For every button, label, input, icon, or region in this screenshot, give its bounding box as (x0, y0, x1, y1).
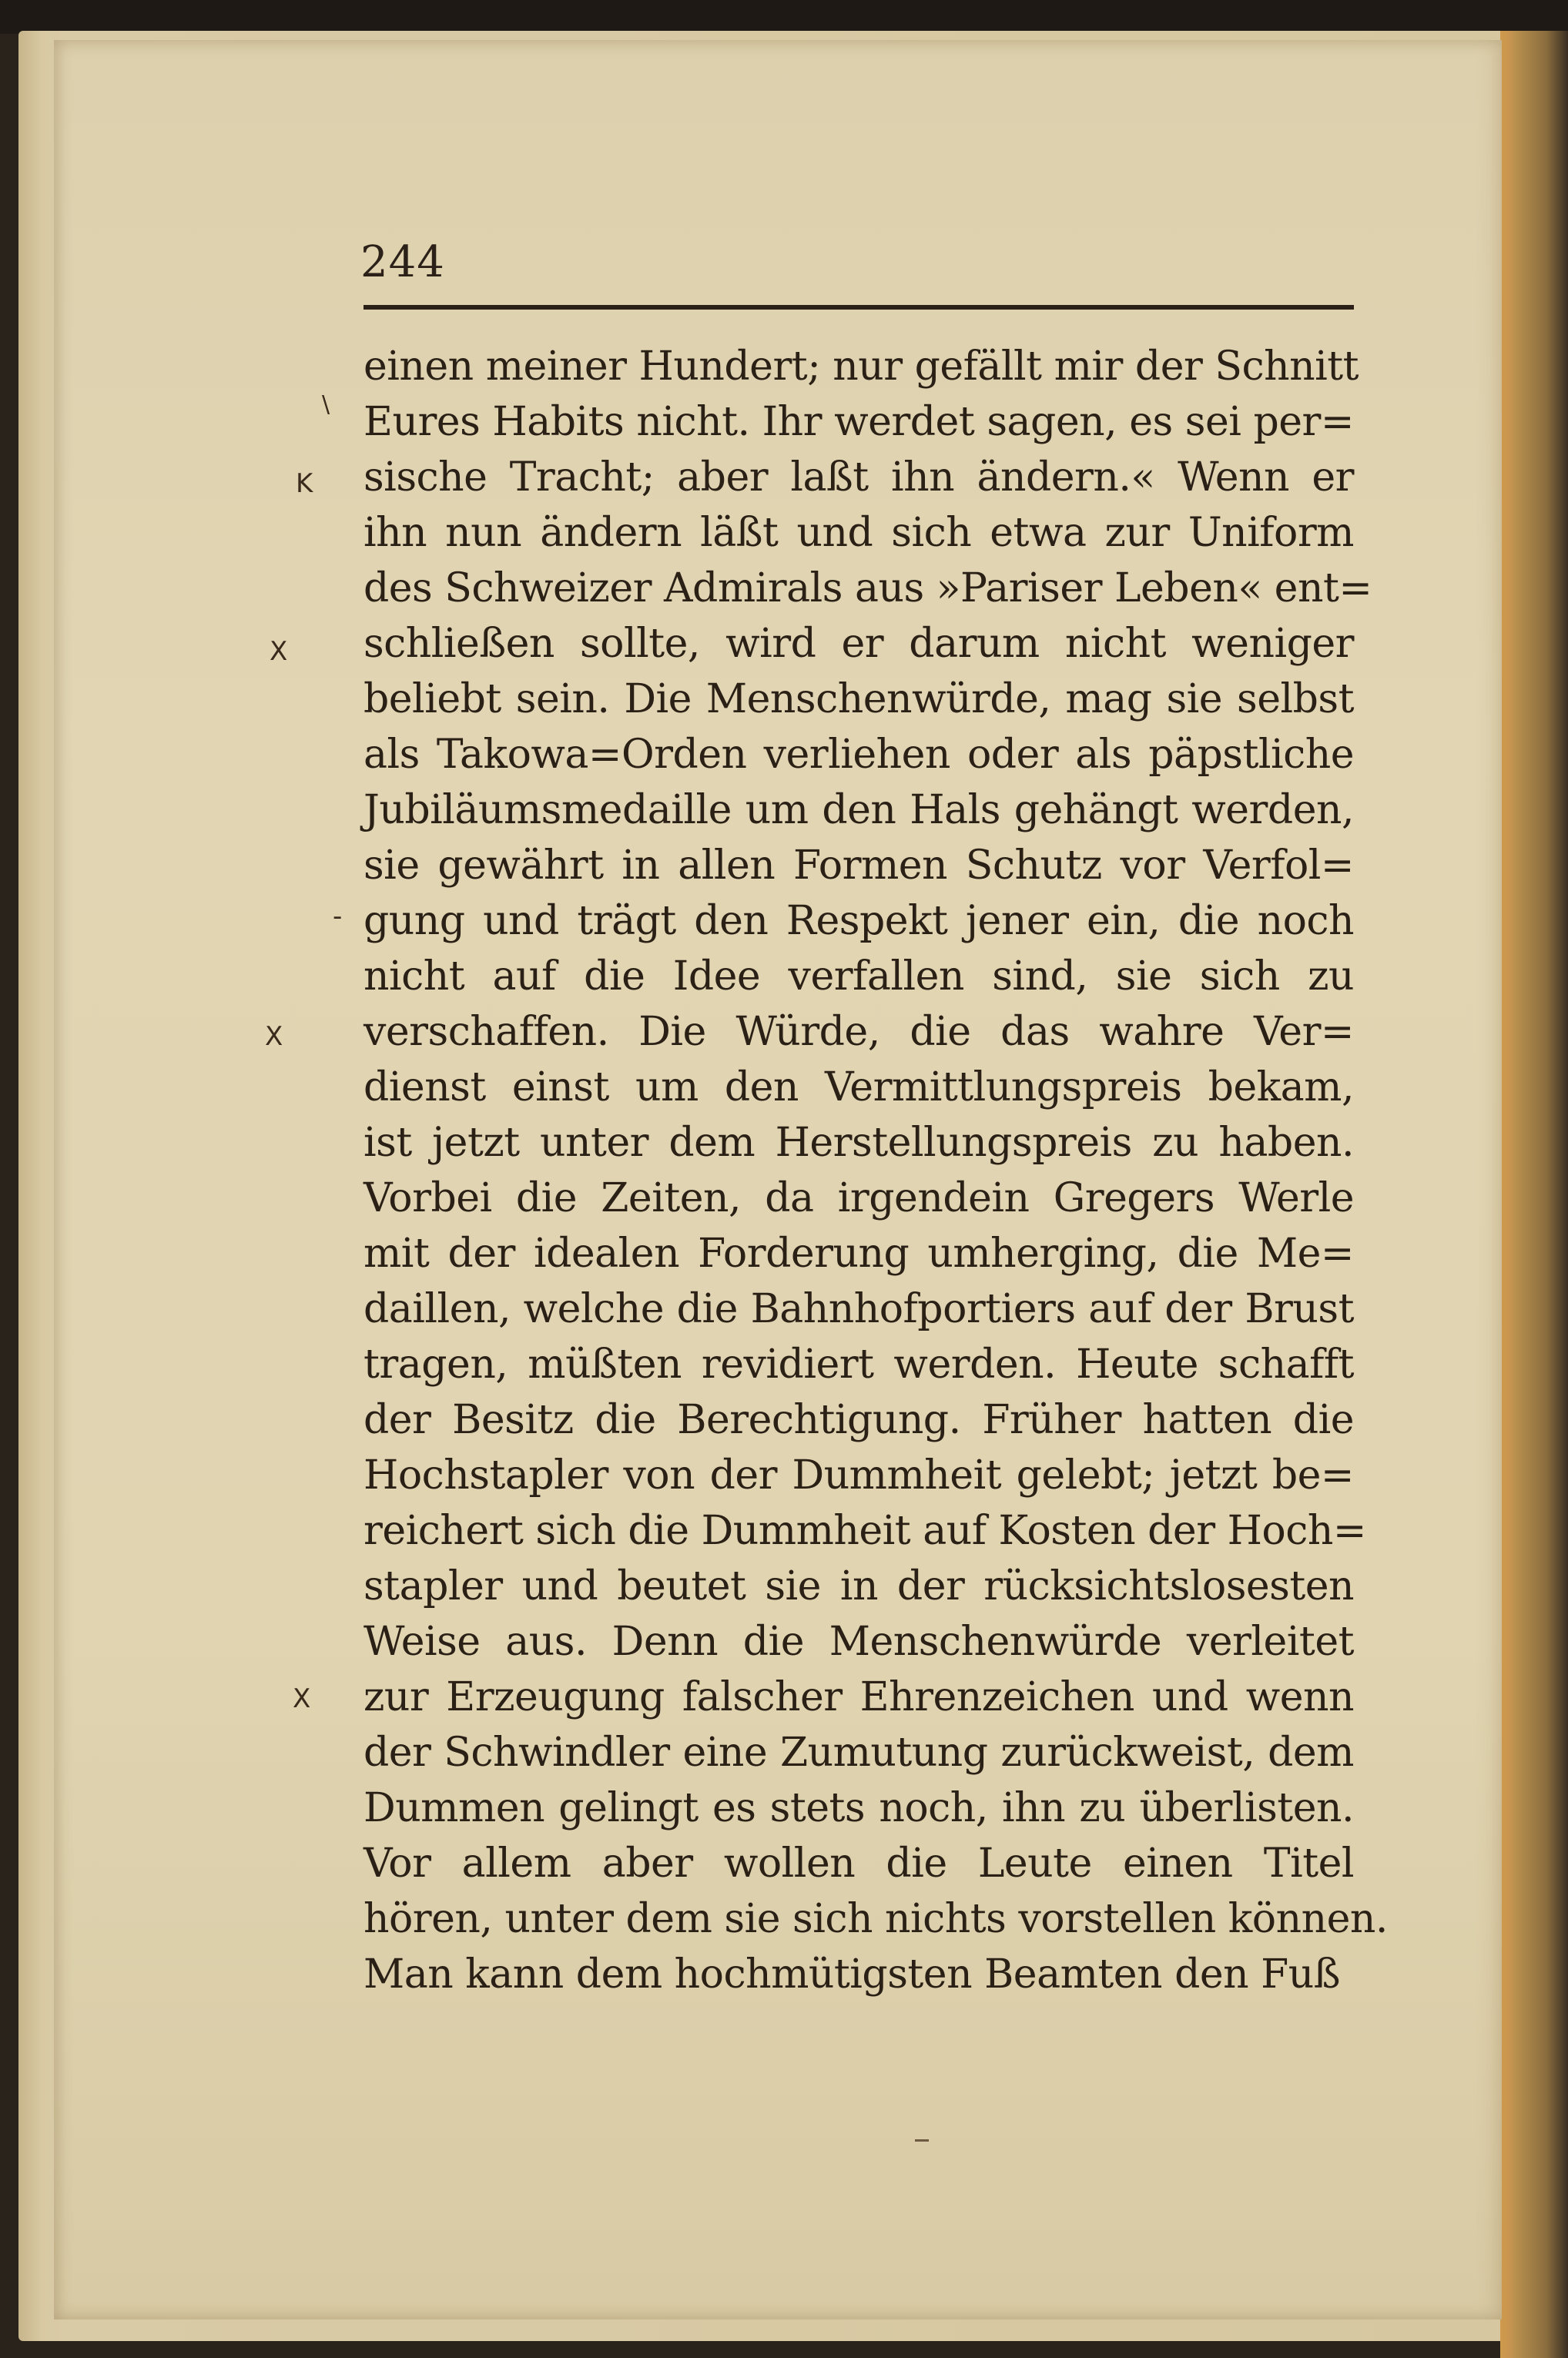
text-line: reichert sich die Dummheit auf Kosten der Hoch= (364, 1508, 1366, 1554)
text-line: Eures Habits nicht. Ihr werdet sagen, es sei per= (364, 399, 1354, 445)
bottom-mark (915, 2139, 929, 2142)
text-line: Weise aus. Denn die Menschenwürde verleitet (364, 1619, 1354, 1665)
text-line: der Schwindler eine Zumutung zurückweist, dem (364, 1730, 1354, 1776)
margin-mark: - (333, 901, 343, 932)
book-right-edge (1500, 31, 1568, 2358)
text-line: verschaffen. Die Würde, die das wahre Ver= (364, 1009, 1354, 1055)
text-line: Vorbei die Zeiten, da irgendein Gregers Werle (364, 1175, 1354, 1221)
text-line: Hochstapler von der Dummheit gelebt; jetzt be= (364, 1452, 1354, 1499)
text-line: ihn nun ändern läßt und sich etwa zur Uniform (364, 510, 1354, 556)
text-line: schließen sollte, wird er darum nicht weniger (364, 621, 1354, 667)
text-line: Jubiläumsmedaille um den Hals gehängt werden, (364, 787, 1354, 833)
text-line: hören, unter dem sie sich nichts vorstellen können. (364, 1896, 1388, 1942)
text-line: als Takowa=Orden verliehen oder als päpstliche (364, 732, 1354, 778)
text-line: daillen, welche die Bahnhofportiers auf der Brust (364, 1286, 1354, 1332)
text-line: mit der idealen Forderung umherging, die Me= (364, 1231, 1354, 1277)
text-line: stapler und beutet sie in der rücksichtslosesten (364, 1563, 1354, 1609)
text-line: gung und trägt den Respekt jener ein, die noch (364, 898, 1354, 944)
page-number: 244 (360, 237, 445, 287)
text-line: des Schweizer Admirals aus »Pariser Leben« ent= (364, 565, 1372, 611)
text-line: der Besitz die Berechtigung. Früher hatten die (364, 1397, 1354, 1443)
text-line: sie gewährt in allen Formen Schutz vor Verfol= (364, 842, 1354, 889)
text-line: nicht auf die Idee verfallen sind, sie sich zu (364, 953, 1354, 1000)
text-line: Dummen gelingt es stets noch, ihn zu überlisten. (364, 1785, 1354, 1831)
text-line: tragen, müßten revidiert werden. Heute schafft (364, 1341, 1354, 1388)
margin-mark: \ (322, 391, 330, 418)
text-line: zur Erzeugung falscher Ehrenzeichen und wenn (364, 1674, 1354, 1720)
text-line: Vor allem aber wollen die Leute einen Titel (364, 1841, 1354, 1887)
margin-mark: X (270, 636, 288, 667)
text-line: einen meiner Hundert; nur gefällt mir der Schnitt (364, 343, 1359, 390)
margin-mark: X (265, 1021, 283, 1052)
text-line: beliebt sein. Die Menschenwürde, mag sie selbst (364, 676, 1354, 722)
margin-mark: K (296, 468, 313, 499)
margin-mark: X (293, 1683, 311, 1714)
text-line: Man kann dem hochmütigsten Beamten den Fuß (364, 1951, 1340, 1998)
body-text (364, 339, 1388, 2002)
book-spine-shadow (0, 0, 1568, 34)
text-line: ist jetzt unter dem Herstellungspreis zu haben. (364, 1120, 1354, 1166)
text-line: dienst einst um den Vermittlungspreis bekam, (364, 1064, 1354, 1110)
header-rule (364, 305, 1354, 310)
text-line: sische Tracht; aber laßt ihn ändern.« Wenn er (364, 454, 1354, 501)
